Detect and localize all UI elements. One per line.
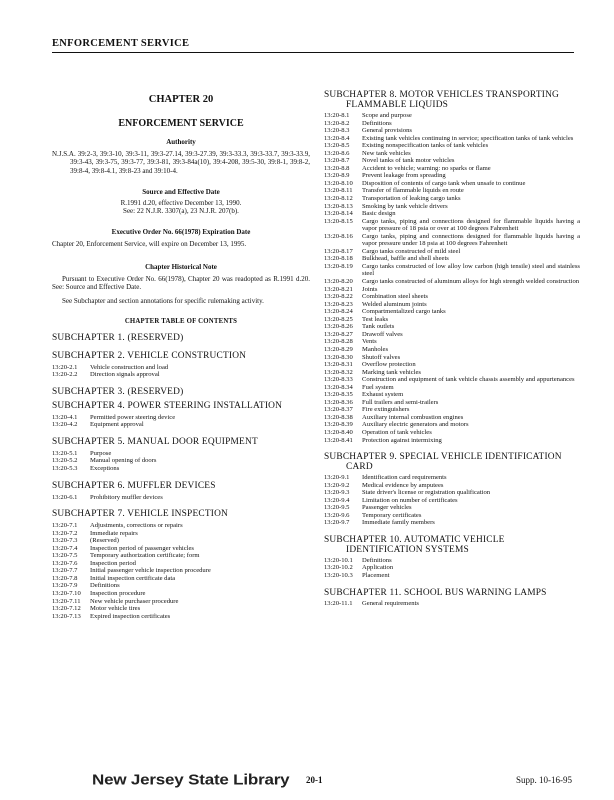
left-column [52,90,310,620]
subchapter-heading: SUBCHAPTER 3. (RESERVED) [52,386,184,397]
section-entry: 13:20-8.7 Novel tanks of tank motor vehicles [324,157,455,165]
section-list [52,414,310,429]
section-entry: 13:20-8.15 Cargo tanks, piping and connections designed for flammable liquids having a vapor pressure of 18 psia or over at 100 degrees Fahrenheit [324,217,580,233]
historical-note-label: Chapter Historical Note [145,262,217,271]
subchapter-heading: SUBCHAPTER 6. MUFFLER DEVICES [52,480,216,491]
section-entry: 13:20-7.13 Expired inspection certificates [52,612,171,620]
page-number: 20-1 [306,775,323,785]
section-entry: 13:20-8.39 Auxiliary electric generators and motors [324,421,469,429]
section-entry: 13:20-8.25 Test leaks [324,315,389,323]
section-entry: 13:20-8.28 Vents [324,338,377,346]
section-entry: 13:20-8.3 General provisions [324,127,412,135]
source-label: Source and Effective Date [142,187,220,196]
subchapter-heading: SUBCHAPTER 10. AUTOMATIC VEHICLE IDENTIFICATION SYSTEMS [324,534,505,555]
subchapter-heading: SUBCHAPTER 2. VEHICLE CONSTRUCTION [52,350,247,361]
section-entry: 13:20-8.4 Existing tank vehicles continuing in service; specification tanks of tank vehicles [324,134,574,142]
section-list [52,364,310,379]
section-entry: 13:20-7.11 New vehicle purchaser procedure [52,597,179,605]
subchapter-heading: SUBCHAPTER 11. SCHOOL BUS WARNING LAMPS [324,587,547,598]
section-entry: 13:20-5.3 Exceptions [52,464,120,472]
authority-text: N.J.S.A. 39:2-3, 39:3-10, 39:3-11, 39:3-27.14, 39:3-27.39, 39:3-33.3, 39:3-33.7, 39:3-33.9, 39:3-43, 39:3-75, 39:3-77, 39:3-81, 39:3-84a(10), 39:4-208, 39:5-30, 39:8-1, 39:8-2, 39:8-4, 39:8-4.1, 39:8-23 and 39:10-4. [52,150,310,175]
section-list [52,450,310,473]
section-entry: 13:20-7.12 Motor vehicle tires [52,605,141,613]
section-list [324,600,580,608]
source-line-1: R.1991 d.20, effective December 13, 1990. [120,198,242,207]
header-rule [52,52,574,53]
section-entry: 13:20-8.13 Smoking by tank vehicle drivers [324,202,448,210]
section-entry: 13:20-10.2 Application [324,564,394,572]
section-entry: 13:20-8.35 Exhaust system [324,391,404,399]
source-line-2: See: 22 N.J.R. 3307(a), 23 N.J.R. 207(b). [123,207,239,216]
exec-order-text: Chapter 20, Enforcement Service, will expire on December 13, 1995. [52,240,247,249]
section-entry: 13:20-7.4 Inspection period of passenger vehicles [52,544,194,552]
section-list [324,112,580,444]
section-list [324,557,580,580]
authority-label: Authority [166,138,196,146]
section-entry: 13:20-9.1 Identification card requirements [324,474,447,482]
section-entry: 13:20-8.5 Existing nonspecification tanks of tank vehicles [324,142,489,150]
section-entry: 13:20-9.4 Limitation on number of certificates [324,496,458,504]
section-entry: 13:20-8.33 Construction and equipment of tank vehicle chassis assembly and appurtenances [324,376,575,384]
subchapter-heading: SUBCHAPTER 9. SPECIAL VEHICLE IDENTIFICATION CARD [324,452,562,473]
section-entry: 13:20-2.2 Direction signals approval [52,371,160,379]
section-entry: 13:20-8.32 Marking tank vehicles [324,368,421,376]
section-entry: 13:20-8.8 Accident to vehicle; warning: no sparks or flame [324,164,491,172]
supplement-date: Supp. 10-16-95 [516,775,572,785]
section-entry: 13:20-8.16 Cargo tanks, piping and connections designed for flammable liquids having a vapor pressure under 18 psia at 100 degrees Fahrenheit [324,232,580,248]
section-entry: 13:20-8.41 Protection against intermixing [324,436,442,444]
section-entry: 13:20-9.5 Passenger vehicles [324,504,412,512]
section-entry: 13:20-9.7 Immediate family members [324,519,435,527]
section-entry: 13:20-8.38 Auxiliary internal combustion engines [324,413,464,421]
section-entry: 13:20-9.6 Temporary certificates [324,511,422,519]
section-entry: 13:20-8.36 Full trailers and semi-trailers [324,398,439,406]
section-entry: 13:20-7.2 Immediate repairs [52,529,138,537]
section-entry: 13:20-8.31 Overflow protection [324,361,416,369]
section-entry: 13:20-7.10 Inspection procedure [52,589,146,597]
section-entry: 13:20-7.6 Inspection period [52,559,136,567]
subchapter-heading: SUBCHAPTER 1. (RESERVED) [52,332,184,343]
section-entry: 13:20-8.34 Fuel system [324,383,394,391]
section-entry: 13:20-2.1 Vehicle construction and load [52,363,169,371]
toc-title: CHAPTER TABLE OF CONTENTS [124,317,238,325]
section-entry: 13:20-8.1 Scope and purpose [324,112,412,119]
running-header: ENFORCEMENT SERVICE [52,38,190,49]
see-annotations-text: See Subchapter and section annotations for specific rulemaking activity. [62,297,264,306]
section-entry: 13:20-11.1 General requirements [324,599,419,607]
historical-note-text: Pursuant to Executive Order No. 66(1978), Chapter 20 was readopted as R.1991 d.20. See: Source and Effective Date. [52,274,310,292]
section-entry: 13:20-7.3 (Reserved) [52,537,119,545]
subchapter-heading: SUBCHAPTER 7. VEHICLE INSPECTION [52,509,229,520]
section-entry: 13:20-5.1 Purpose [52,449,112,457]
section-entry: 13:20-8.21 Joints [324,285,378,293]
chapter-title: ENFORCEMENT SERVICE [118,118,244,129]
exec-order-label: Executive Order No. 66(1978) Expiration Date [111,228,251,237]
section-entry: 13:20-8.22 Combination steel sheets [324,293,428,301]
section-entry: 13:20-8.26 Tank outlets [324,323,395,331]
section-entry: 13:20-8.20 Cargo tanks constructed of aluminum alloys for high strength welded construction [324,278,580,286]
section-list [52,494,310,502]
subchapter-heading: SUBCHAPTER 8. MOTOR VEHICLES TRANSPORTING FLAMMABLE LIQUIDS [324,90,560,110]
section-entry: 13:20-4.2 Equipment approval [52,421,144,429]
section-entry: 13:20-4.1 Permitted power steering device [52,413,176,421]
section-entry: 13:20-8.14 Basic design [324,210,396,218]
section-entry: 13:20-8.11 Transfer of flammable liquids en route [324,187,464,195]
section-entry: 13:20-10.3 Placement [324,571,390,579]
section-entry: 13:20-8.18 Bulkhead, baffle and shell sheets [324,255,449,263]
section-entry: 13:20-9.3 State driver's license or registration qualification [324,489,491,497]
section-entry: 13:20-8.10 Disposition of contents of cargo tank when unsafe to continue [324,179,526,187]
section-entry: 13:20-8.24 Compartmentalized cargo tanks [324,308,446,316]
section-entry: 13:20-8.17 Cargo tanks constructed of mild steel [324,247,461,255]
section-entry: 13:20-8.12 Transportation of leaking cargo tanks [324,195,461,203]
section-entry: 13:20-8.30 Shutoff valves [324,353,401,361]
section-entry: 13:20-9.2 Medical evidence by amputees [324,481,444,489]
subchapter-heading: SUBCHAPTER 4. POWER STEERING INSTALLATION [52,400,283,411]
library-logo: New Jersey State Library [92,771,290,788]
section-entry: 13:20-7.5 Temporary authorization certificate; form [52,552,200,560]
section-list [52,522,310,620]
section-entry: 13:20-8.27 Drawoff valves [324,330,403,338]
section-entry: 13:20-8.19 Cargo tanks constructed of low alloy low carbon (high tensile) steel and stainless steel [324,262,580,278]
section-entry: 13:20-8.9 Prevent leakage from spreading [324,172,446,180]
section-list [324,474,580,527]
section-entry: 13:20-10.1 Definitions [324,556,392,564]
section-entry: 13:20-8.2 Definitions [324,119,392,127]
right-column [324,90,580,607]
section-entry: 13:20-5.2 Manual opening of doors [52,457,157,465]
subchapter-heading: SUBCHAPTER 5. MANUAL DOOR EQUIPMENT [52,436,258,447]
section-entry: 13:20-8.29 Manholes [324,345,389,353]
section-entry: 13:20-8.23 Welded aluminum joints [324,300,427,308]
section-entry: 13:20-7.9 Definitions [52,582,120,590]
section-entry: 13:20-6.1 Prohibitory muffler devices [52,493,163,501]
section-entry: 13:20-7.8 Initial inspection certificate data [52,574,176,582]
section-entry: 13:20-7.7 Initial passenger vehicle inspection procedure [52,567,211,575]
chapter-number: CHAPTER 20 [148,94,214,105]
section-entry: 13:20-7.1 Adjustments, corrections or repairs [52,522,183,530]
section-entry: 13:20-8.6 New tank vehicles [324,149,411,157]
section-entry: 13:20-8.40 Operation of tank vehicles [324,428,432,436]
section-entry: 13:20-8.37 Fire extinguishers [324,406,410,414]
